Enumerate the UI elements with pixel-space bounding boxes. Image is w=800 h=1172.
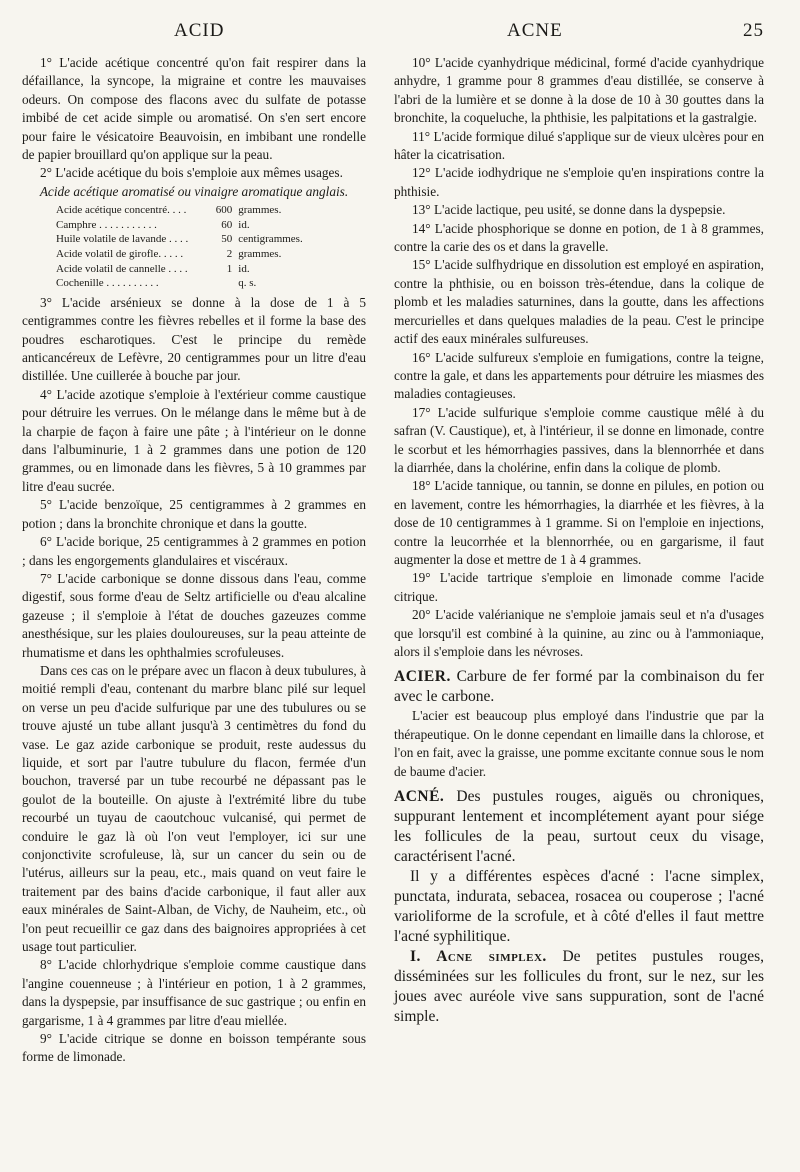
paragraph-acide-sulfurique: 17° L'acide sulfurique s'emploie comme caustique mêlé à du safran (V. Caustique), et, à l'intérieur, il se donne en limonade, contre le scorbut et les hémorrhagies passives, dans la blennorrhée et dans la diarrhée, dans la cholérine, enfin dans la colique de plomb.	[394, 404, 764, 475]
paragraph-acide-valerianique: 20° L'acide valérianique ne s'emploie jamais seul et n'a d'usages que lorsqu'il est combiné à la quinine, au zinc ou à l'ammoniaque, alors il s'emploie dans les névroses.	[394, 607, 764, 659]
entry-acne	[394, 787, 764, 1027]
paragraph-acide-phosphorique: 14° L'acide phosphorique se donne en potion, de 1 à 8 grammes, contre la carie des os et dans la gravelle.	[394, 220, 764, 255]
acne-definition: Des pustules rouges, aiguës ou chroniques, suppurant lentement et incomplétement ayant pour siége les follicules de la peau, surtout ceux du visage, caractérisent l'acné.	[394, 788, 765, 866]
header-left-word: ACID	[174, 20, 225, 41]
ingredient-qty: 600	[215, 204, 233, 217]
recipe-row	[56, 203, 307, 218]
ingredient-name: Camphre . . . . . . . . . . .	[56, 218, 157, 231]
paragraph-acide-iodhydrique: 12° L'acide iodhydrique ne s'emploie qu'en inspirations contre la phthisie.	[394, 165, 764, 199]
paragraph-acne-types: Il y a différentes espèces d'acné : l'acne simplex, punctata, indurata, sebacea, rosacea ou couperose ; l'acné varioliforme de la scrofule, et à côté d'elles il faut mettre l'acné syphilitique.	[394, 868, 764, 946]
ingredient-unit: id.	[238, 218, 250, 231]
ingredient-qty: 1	[226, 262, 233, 275]
recipe-title: Acide acétique aromatisé ou vinaigre aromatique anglais.	[39, 183, 349, 199]
recipe-row	[56, 276, 307, 291]
ingredient-name: Cochenille . . . . . . . . . .	[56, 277, 159, 290]
running-header	[22, 14, 778, 46]
paragraph-acide-cyanhydrique: 10° L'acide cyanhydrique médicinal, formé d'acide cyanhydrique anhydre, 1 gramme pour 8 grammes d'eau distillée, se conserve à l'abri de la lumière et se donne à la dose de 10 à 30 gouttes dans la bronchite, la coqueluche, la phthisie, les palpitations et la gastralgie.	[394, 55, 764, 126]
paragraph-acide-sulfhydrique: 15° L'acide sulfhydrique en dissolution est employé en aspiration, contre la phthisie, ou en boisson très-étendue, dans la colique de plomb et les maladies saturnines, dans la goutte, dans les affections mercurielles et dans quelques maladies de la peau. C'est le principe actif des eaux minérales sulfureuses.	[394, 257, 764, 347]
paragraph-acide-acetique-bois: 2° L'acide acétique du bois s'emploie aux mêmes usages.	[40, 165, 343, 181]
left-column	[22, 54, 366, 1067]
ingredient-qty	[192, 276, 238, 291]
entry-acier	[394, 667, 764, 781]
dictionary-page	[22, 14, 778, 1154]
ingredient-unit: grammes.	[238, 204, 282, 217]
paragraph-acide-formique: 11° L'acide formique dilué s'applique sur de vieux ulcères pour en hâter la cicatrisation.	[394, 128, 764, 163]
recipe-row	[56, 232, 307, 247]
right-column	[394, 54, 764, 1027]
paragraph-acide-carbonique: 7° L'acide carbonique se donne dissous dans l'eau, comme digestif, sous forme d'eau de Seltz artificielle ou d'eau alcaline gazeuse ; il s'emploie à l'état de douches gazeuzes comme anesthésique, sur les plaies douloureuses, sur la peau atteinte de rhumatisme et dans les ophthalmies scrofuleuses.	[22, 570, 366, 660]
page-number: 25	[743, 20, 764, 41]
ingredient-unit: centigrammes.	[238, 233, 303, 246]
paragraph-acier: L'acier est beaucoup plus employé dans l'industrie que par la thérapeutique. On le donne cependant en limaille dans la chlorose, et l'on en fait, avec la graisse, une pomme excitante connue sous le nom de baume d'acier.	[394, 708, 764, 779]
header-middle-word: ACNE	[507, 20, 563, 41]
subheading-acne-simplex: I. Acne simplex.	[410, 948, 547, 966]
paragraph-acide-lactique: 13° L'acide lactique, peu usité, se donne dans la dyspepsie.	[412, 202, 726, 218]
paragraph-acne-simplex: De petites pustules rouges, disséminées sur les follicules du front, sur le nez, sur les joues avec auréole vive sans suppuration, sont de l'acné simple.	[394, 948, 764, 1026]
paragraph-acide-chlorhydrique: 8° L'acide chlorhydrique s'emploie comme caustique dans l'angine couenneuse ; à l'intérieur en potion, 1 à 2 grammes, dans la dyspepsie, par insuffisance de suc gastrique ; ou enfin en gargarisme, 1 à 4 grammes par litre d'eau miellée.	[22, 957, 366, 1028]
paragraph-acide-borique: 6° L'acide borique, 25 centigrammes à 2 grammes en potion ; dans les engorgements glandulaires et viscéraux.	[22, 534, 366, 568]
paragraph-acide-carbonique-preparation: Dans ces cas on le prépare avec un flacon à deux tubulures, à moitié rempli d'eau, contenant du marbre blanc pilé sur lequel on verse un peu d'acide sulfurique par une des tubulures ou se trouve ajusté un tube allant jusqu'à 3 centimètres du fond du vase. Le gaz azide carbonique se produit, reste audessus du liquide, et sort par l'autre tubulure du flacon, fermée d'un bouchon, traversé par un tube recourbé ne dépassant pas le goulot de la bouteille. On ajuste à l'extrémité libre du tube recourbé un tuyau de caoutchouc vulcanisé, qui permet de conduire le gaz là où l'on veut l'employer, ici sur une conjonctivite scrofuleuse, là, sur un cancer du sein ou de l'utérus, ailleurs sur la peau, etc., mais quand on veut faire le traitement par des bains d'acide carbonique, il faut aller aux eaux minérales de Saint-Alban, de Vichy, de Nauheim, etc., où l'on peut recueillir ce gaz dans des baignoires appropriées à cet usage tout particulier.	[22, 662, 366, 955]
recipe-table	[56, 203, 307, 291]
headword-acne: ACNÉ.	[394, 788, 445, 806]
recipe-row	[56, 247, 307, 262]
acier-definition: Carbure de fer formé par la combinaison du fer avec le carbone.	[394, 668, 765, 706]
paragraph-acide-sulfureux: 16° L'acide sulfureux s'emploie en fumigations, contre la teigne, contre la gale, et dans les appartements pour détruire les miasmes des maladies contagieuses.	[394, 349, 764, 402]
paragraph-acide-arsenieux: 3° L'acide arsénieux se donne à la dose de 1 à 5 centigrammes contre les fièvres rebelles et il forme la base des poudres escharotiques. C'est le principe du remède anticancéreux de Lefèvre, 20 centigrammes pour un litre d'eau distillée. Une cuillerée à bouche par jour.	[22, 294, 366, 384]
headword-acier: ACIER.	[394, 668, 451, 686]
ingredient-qty: 50	[221, 233, 233, 246]
ingredient-name: Huile volatile de lavande . . . .	[56, 233, 189, 246]
paragraph-acide-citrique: 9° L'acide citrique se donne en boisson tempérante sous forme de limonade.	[22, 1031, 366, 1065]
ingredient-unit: id.	[238, 262, 250, 275]
ingredient-name: Acide volatil de cannelle . . . .	[56, 262, 188, 275]
paragraph-acide-acetique: 1° L'acide acétique concentré qu'on fait respirer dans la défaillance, la syncope, la migraine et contre les mauvaises odeurs. On compose des flacons avec du sulfate de potasse imbibé de cet acide simple ou aromatisé. On s'en sert encore pour faire le vésicatoire Beauvoisin, en imbibant une rondelle de papier brouillard qu'on applique sur la peau.	[22, 55, 366, 163]
paragraph-acide-benzoique: 5° L'acide benzoïque, 25 centigrammes à 2 grammes en potion ; dans la bronchite chronique et dans la goutte.	[22, 497, 366, 531]
paragraph-acide-tartrique: 19° L'acide tartrique s'emploie en limonade comme l'acide citrique.	[394, 570, 764, 604]
ingredient-qty: 60	[221, 218, 233, 231]
ingredient-unit: grammes.	[238, 248, 282, 261]
ingredient-name: Acide volatil de girofle. . . . .	[56, 248, 184, 261]
paragraph-acide-azotique: 4° L'acide azotique s'emploie à l'extérieur comme caustique pour détruire les verrues. On le mélange dans le même but à de la charpie de façon à faire une pâte ; à l'intérieur on le donne dans l'albuminurie, 1 à 2 grammes dans une potion de 120 grammes, ou en limonade dans les fièvres, 5 à 10 grammes par litre d'eau sucrée.	[22, 386, 366, 494]
recipe-row	[56, 218, 307, 233]
ingredient-qty: 2	[226, 248, 233, 261]
ingredient-name: Acide acétique concentré. . . .	[56, 204, 187, 217]
ingredient-unit: q. s.	[238, 277, 257, 290]
paragraph-acide-tannique: 18° L'acide tannique, ou tannin, se donne en pilules, en potion ou en lavement, contre les hémorrhagies, la diarrhée et les fièvres, à la dose de 10 centigrammes à 1 gramme. Si on l'emploie en injections, contre la leucorrhée et la blennorrhée, ou en gargarisme, il faut augmenter la dose et mettre de 1 à 4 grammes.	[394, 478, 764, 567]
recipe-row	[56, 262, 307, 277]
